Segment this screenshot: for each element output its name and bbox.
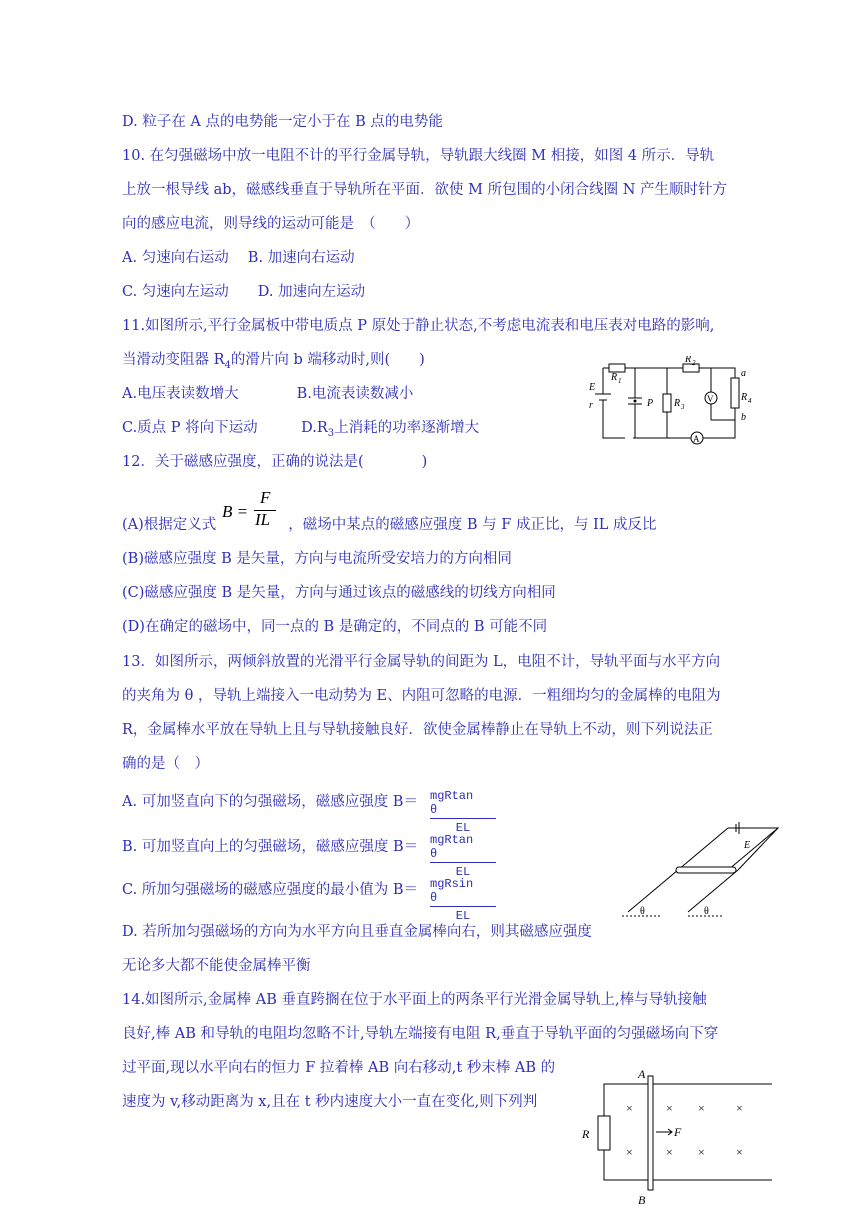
q14-line-4: 速度为 v,移动距离为 x,且在 t 秒内速度大小一直在变化,则下列判 bbox=[122, 1094, 538, 1110]
fraction-a: mgRtan θ EL bbox=[430, 786, 496, 835]
fraction-c: mgRsin θ EL bbox=[430, 874, 496, 923]
q9-option-d: D. 粒子在 A 点的电势能一定小于在 B 点的电势能 bbox=[122, 114, 443, 130]
svg-text:θ: θ bbox=[640, 906, 645, 917]
q10-line-3: 向的感应电流，则导线的运动可能是 （ ） bbox=[122, 216, 420, 232]
svg-text:R: R bbox=[611, 372, 618, 383]
svg-text:E: E bbox=[589, 382, 596, 393]
svg-text:×: × bbox=[698, 1145, 705, 1159]
q11-options-ab: A.电压表读数增大 B.电流表读数减小 bbox=[122, 386, 414, 402]
svg-text:V: V bbox=[707, 394, 714, 404]
q13-option-b: B. 可加竖直向上的匀强磁场，磁感应强度 B＝ bbox=[122, 839, 419, 855]
svg-text:×: × bbox=[666, 1101, 673, 1115]
q12-option-d: (D)在确定的磁场中，同一点的 B 是确定的，不同点的 B 可能不同 bbox=[122, 619, 548, 635]
inclined-rails-diagram bbox=[618, 822, 788, 922]
svg-text:E: E bbox=[744, 840, 751, 851]
svg-text:R: R bbox=[674, 398, 681, 409]
svg-text:P: P bbox=[647, 398, 654, 409]
svg-text:b: b bbox=[741, 412, 746, 423]
svg-text:θ: θ bbox=[704, 906, 709, 917]
q14-line-3: 过平面,现以水平向右的恒力 F 拉着棒 AB 向右移动,t 秒末棒 AB 的 bbox=[122, 1060, 556, 1076]
q13-option-d: D. 若所加匀强磁场的方向为水平方向且垂直金属棒向右，则其磁感应强度 bbox=[122, 924, 592, 940]
svg-text:×: × bbox=[626, 1145, 633, 1159]
svg-text:×: × bbox=[736, 1145, 743, 1159]
q13-line-3: R，金属棒水平放在导轨上且与导轨接触良好．欲使金属棒静止在导轨上不动，则下列说法正 bbox=[122, 722, 713, 738]
q10-options-ab: A. 匀速向右运动 B. 加速向右运动 bbox=[122, 250, 355, 266]
q14-line-2: 良好,棒 AB 和导轨的电阻均忽略不计,导轨左端接有电阻 R,垂直于导轨平面的匀强磁场向下穿 bbox=[122, 1026, 719, 1042]
q13-line-1: 13．如图所示，两倾斜放置的光滑平行金属导轨的间距为 L，电阻不计，导轨平面与水平方向 bbox=[122, 654, 721, 670]
q10-options-cd: C. 匀速向左运动 D. 加速向左运动 bbox=[122, 284, 366, 300]
q11-line-1: 11.如图所示,平行金属板中带电质点 P 原处于静止状态,不考虑电流表和电压表对电路的影响, bbox=[122, 318, 715, 334]
rails-magnetic-field-diagram bbox=[576, 1070, 772, 1210]
svg-text:×: × bbox=[698, 1101, 705, 1115]
svg-text:3: 3 bbox=[681, 403, 685, 411]
svg-text:×: × bbox=[736, 1101, 743, 1115]
q13-option-a: A. 可加竖直向下的匀强磁场，磁感应强度 B＝ bbox=[122, 794, 418, 810]
q13-line-2: 的夹角为 θ ，导轨上端接入一电动势为 E、内阻可忽略的电源．一粗细均匀的金属棒的电阻为 bbox=[122, 688, 721, 704]
svg-text:A: A bbox=[693, 434, 700, 444]
svg-text:×: × bbox=[626, 1101, 633, 1115]
svg-text:B: B bbox=[638, 1193, 646, 1207]
svg-text:R: R bbox=[685, 356, 692, 365]
q10-line-1: 10. 在匀强磁场中放一电阻不计的平行金属导轨，导轨跟大线圈 M 相接，如图 4 所示．导轨 bbox=[122, 148, 715, 164]
q12-option-c: (C)磁感应强度 B 是矢量，方向与通过该点的磁感线的切线方向相同 bbox=[122, 585, 556, 601]
svg-text:r: r bbox=[589, 400, 593, 411]
q11-line-2: 当滑动变阻器 $R_4$的滑片向 b 端移动时,则( ) bbox=[122, 352, 425, 371]
svg-text:a: a bbox=[741, 368, 746, 379]
svg-text:2: 2 bbox=[692, 359, 696, 367]
svg-text:1: 1 bbox=[618, 377, 622, 385]
q13-line-4: 确的是（ ） bbox=[122, 756, 209, 772]
q12-option-a: (A)根据定义式 ，磁场中某点的磁感应强度 B 与 F 成正比，与 IL 成反比 bbox=[122, 517, 657, 533]
q13-option-d-cont: 无论多大都不能使金属棒平衡 bbox=[122, 958, 311, 974]
q10-line-2: 上放一根导线 ab，磁感线垂直于导轨所在平面．欲使 M 所包围的小闭合线圈 N 产生顺时针方 bbox=[122, 182, 728, 198]
q14-line-1: 14.如图所示,金属棒 AB 垂直跨搁在位于水平面上的两条平行光滑金属导轨上,棒与导轨接触 bbox=[122, 992, 707, 1008]
q12-option-b: (B)磁感应强度 B 是矢量，方向与电流所受安培力的方向相同 bbox=[122, 551, 512, 567]
svg-text:R: R bbox=[741, 392, 748, 403]
q11-options-cd: C.质点 P 将向下运动 $D.R_3$上消耗的功率逐渐增大 bbox=[122, 420, 480, 439]
svg-text:F: F bbox=[674, 1125, 682, 1139]
circuit-diagram bbox=[585, 356, 755, 448]
q12-stem: 12．关于磁感应强度，正确的说法是( ) bbox=[122, 454, 428, 470]
svg-text:R: R bbox=[582, 1127, 590, 1141]
q13-option-c: C. 所加匀强磁场的磁感应强度的最小值为 B＝ bbox=[122, 882, 419, 898]
svg-text:4: 4 bbox=[748, 397, 752, 405]
fraction-b: mgRtan θ EL bbox=[430, 830, 496, 879]
svg-text:A: A bbox=[638, 1070, 646, 1081]
svg-text:×: × bbox=[666, 1145, 673, 1159]
